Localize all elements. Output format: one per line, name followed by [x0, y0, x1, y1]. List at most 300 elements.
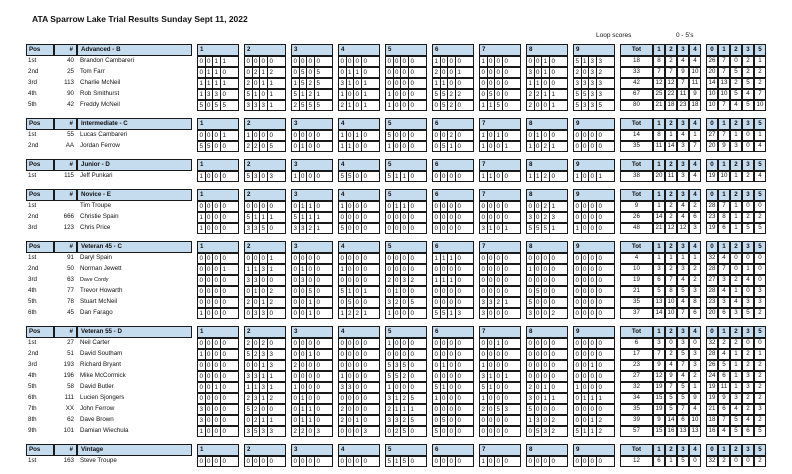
section-score: 0: [316, 288, 320, 295]
section-score: 0: [213, 416, 221, 425]
section-score: 0: [339, 276, 347, 285]
section-score: 0: [401, 254, 409, 263]
section-score: 0: [457, 102, 461, 109]
loop-score: 5: [653, 286, 665, 297]
round-score-group: [527, 57, 567, 66]
section-score: 0: [198, 68, 206, 77]
section-score: 0: [347, 339, 355, 348]
round-header: 7: [479, 44, 521, 56]
section-score: 0: [354, 90, 362, 99]
loop-score: 5: [677, 349, 689, 360]
section-score: 0: [339, 394, 347, 403]
section-score: 0: [504, 91, 508, 98]
section-score: 1: [551, 91, 555, 98]
section-score: 1: [260, 416, 268, 425]
score-count: 3: [754, 297, 766, 308]
loop-header: 4: [689, 118, 701, 130]
section-score: 0: [542, 309, 550, 318]
loop-score: 25: [653, 89, 665, 100]
position: 1st: [28, 57, 37, 65]
score-count: 28: [706, 264, 718, 275]
round-header: 6: [432, 44, 474, 56]
section-score: 0: [401, 287, 409, 296]
section-score: 1: [269, 384, 273, 391]
section-score: 1: [213, 79, 221, 88]
loop-score: 4: [677, 297, 689, 308]
round-scores: [479, 297, 521, 308]
round-scores: [338, 404, 380, 415]
round-score-group: [574, 361, 614, 370]
loop-header: 4: [689, 189, 701, 201]
score-count: 4: [742, 89, 754, 100]
round-scores: [573, 415, 615, 426]
section-gap: [26, 111, 766, 118]
round-scores: [573, 371, 615, 382]
score-count: 27: [706, 275, 718, 286]
total-score: 67: [620, 89, 653, 100]
section-score: 0: [582, 298, 590, 307]
section-score: 0: [213, 361, 221, 370]
section-score: 0: [433, 224, 441, 233]
section-score: 2: [292, 427, 300, 436]
score-count: 3: [730, 393, 742, 404]
section-score: 0: [292, 416, 300, 425]
position: 1st: [28, 254, 37, 262]
loop-header: 3: [677, 159, 689, 171]
section-score: 0: [410, 373, 414, 380]
section-score: 0: [401, 101, 409, 110]
round-score-group: [386, 265, 426, 274]
score-count: 0: [742, 201, 754, 212]
section-score: 3: [542, 427, 550, 436]
round-score-group: [574, 276, 614, 285]
round-score-group: [292, 339, 332, 348]
position: 2nd: [28, 142, 39, 150]
loop-score: 4: [677, 56, 689, 67]
section-score: 0: [535, 202, 543, 211]
round-scores: [385, 171, 427, 182]
loop-score: 12: [653, 78, 665, 89]
section-score: 0: [307, 142, 315, 151]
section-score: 1: [269, 255, 273, 262]
section-score: 0: [316, 173, 320, 180]
section-score: 2: [448, 131, 456, 140]
number-header: #: [54, 159, 77, 171]
section-score: 0: [394, 90, 402, 99]
loop-score: 7: [677, 360, 689, 371]
score-count: 3: [742, 297, 754, 308]
loop-score: 5: [665, 393, 677, 404]
section-score: 3: [527, 68, 535, 77]
total-score: 33: [620, 67, 653, 78]
round-score-group: [480, 309, 520, 318]
round-scores: [338, 382, 380, 393]
section-score: 0: [269, 458, 273, 465]
section-score: 1: [339, 202, 347, 211]
section-score: 0: [551, 406, 555, 413]
section-score: 0: [574, 309, 582, 318]
position: 4th: [28, 90, 37, 98]
section-score: 0: [589, 224, 597, 233]
section-score: 0: [198, 202, 206, 211]
loop-score: 4: [689, 56, 701, 67]
section-score: 1: [410, 406, 414, 413]
section-score: 0: [504, 266, 508, 273]
round-score-group: [480, 224, 520, 233]
loop-score: 4: [665, 360, 677, 371]
round-scores: [432, 426, 474, 437]
round-header: 5: [385, 44, 427, 56]
section-score: 1: [354, 131, 362, 140]
count-header: 5: [754, 44, 766, 56]
section-score: 1: [441, 276, 449, 285]
section-score: 1: [269, 102, 273, 109]
section-score: 5: [574, 101, 582, 110]
total-score: 42: [620, 78, 653, 89]
section-score: 0: [535, 68, 543, 77]
round-scores: [291, 371, 333, 382]
section-score: 5: [339, 224, 347, 233]
round-scores: [244, 67, 286, 78]
section-score: 0: [551, 288, 555, 295]
section-score: 0: [495, 416, 503, 425]
section-score: 5: [198, 101, 206, 110]
round-score-group: [339, 101, 379, 110]
round-scores: [338, 415, 380, 426]
section-score: 5: [441, 416, 449, 425]
loop-score: 1: [665, 253, 677, 264]
section-score: 0: [504, 428, 508, 435]
section-score: 2: [401, 394, 409, 403]
section-score: 0: [433, 131, 441, 140]
section-score: 0: [307, 394, 315, 403]
section-score: 3: [457, 310, 461, 317]
section-score: 0: [582, 309, 590, 318]
loop-header: 4: [689, 444, 701, 456]
section-score: 0: [307, 68, 315, 77]
section-score: 2: [551, 417, 555, 424]
round-scores: [338, 89, 380, 100]
section-score: 1: [394, 172, 402, 181]
section-score: 0: [300, 339, 308, 348]
position: 1st: [28, 202, 37, 210]
division-table: [26, 118, 766, 152]
round-header: 9: [573, 326, 615, 338]
score-count: 3: [718, 275, 730, 286]
round-score-group: [292, 361, 332, 370]
section-score: 0: [574, 276, 582, 285]
section-score: 5: [410, 299, 414, 306]
section-score: 0: [213, 309, 221, 318]
section-score: 0: [582, 457, 590, 466]
pos-header: Pos: [26, 159, 54, 171]
section-score: 0: [213, 298, 221, 307]
loop-score: 6: [653, 456, 665, 467]
round-scores: [479, 223, 521, 234]
round-header: 9: [573, 189, 615, 201]
score-count: 21: [706, 404, 718, 415]
section-score: 0: [410, 266, 414, 273]
section-score: 0: [480, 427, 488, 436]
section-score: 1: [551, 203, 555, 210]
loop-header: 1: [653, 444, 665, 456]
round-score-group: [480, 383, 520, 392]
loop-score: 3: [653, 264, 665, 275]
section-score: 0: [441, 287, 449, 296]
loop-score: 11: [665, 171, 677, 182]
loop-score: 4: [689, 404, 701, 415]
round-score-group: [245, 254, 285, 263]
section-score: 0: [551, 69, 555, 76]
section-score: 0: [574, 202, 582, 211]
section-score: 3: [260, 427, 268, 436]
section-score: 5: [433, 427, 441, 436]
round-score-group: [386, 202, 426, 211]
round-scores: [479, 415, 521, 426]
score-count: 0: [754, 253, 766, 264]
section-score: 0: [394, 142, 402, 151]
section-score: 5: [386, 457, 394, 466]
section-score: 0: [206, 457, 214, 466]
round-scores: [385, 78, 427, 89]
section-score: 1: [394, 405, 402, 414]
section-score: 0: [551, 458, 555, 465]
section-score: 0: [222, 288, 226, 295]
section-score: 1: [527, 172, 535, 181]
section-score: 0: [410, 310, 414, 317]
table-row: [26, 100, 766, 111]
section-score: 0: [394, 79, 402, 88]
section-score: 2: [433, 68, 441, 77]
round-score-group: [433, 361, 473, 370]
section-score: 0: [347, 416, 355, 425]
score-count: 28: [706, 201, 718, 212]
rider-name: Jordan Ferrow: [80, 142, 120, 150]
section-score: 1: [551, 225, 555, 232]
section-score: 0: [253, 202, 261, 211]
round-score-group: [386, 172, 426, 181]
score-count: 27: [706, 130, 718, 141]
section-score: 1: [222, 58, 226, 65]
section-score: 0: [480, 416, 488, 425]
section-score: 0: [316, 362, 320, 369]
total-score: 6: [620, 338, 653, 349]
section-score: 0: [448, 172, 456, 181]
section-score: 1: [551, 395, 555, 402]
section-score: 0: [354, 142, 362, 151]
section-score: 0: [410, 102, 414, 109]
round-scores: [526, 349, 568, 360]
round-scores: [432, 393, 474, 404]
section-score: 0: [354, 350, 362, 359]
round-header: 5: [385, 241, 427, 253]
rider-name: Brandon Cambareri: [80, 57, 134, 65]
section-score: 0: [300, 350, 308, 359]
section-score: 0: [504, 255, 508, 262]
round-score-group: [527, 383, 567, 392]
section-score: 0: [495, 457, 503, 466]
section-score: 5: [441, 101, 449, 110]
section-score: 1: [488, 172, 496, 181]
round-scores: [244, 212, 286, 223]
round-score-group: [245, 131, 285, 140]
round-score-group: [198, 142, 238, 151]
round-header: 3: [291, 189, 333, 201]
round-scores: [291, 212, 333, 223]
section-score: 0: [535, 254, 543, 263]
round-scores: [338, 100, 380, 111]
section-score: 0: [347, 276, 355, 285]
round-score-group: [339, 213, 379, 222]
score-count: 14: [706, 78, 718, 89]
round-score-group: [339, 79, 379, 88]
section-score: 0: [551, 173, 555, 180]
section-score: 0: [222, 384, 226, 391]
round-header: 4: [338, 159, 380, 171]
count-header: 0: [706, 241, 718, 253]
division-header-row: [26, 189, 766, 201]
section-score: 0: [245, 202, 253, 211]
section-score: 0: [316, 266, 320, 273]
round-scores: [385, 371, 427, 382]
loop-score: 7: [677, 308, 689, 319]
round-score-group: [527, 213, 567, 222]
round-scores: [432, 201, 474, 212]
loop-header: 3: [677, 189, 689, 201]
round-scores: [338, 130, 380, 141]
loop-score: 22: [665, 89, 677, 100]
round-score-group: [292, 101, 332, 110]
score-count: 5: [730, 67, 742, 78]
section-score: 0: [457, 143, 461, 150]
score-count: 23: [706, 297, 718, 308]
round-score-group: [527, 131, 567, 140]
score-count: 0: [742, 141, 754, 152]
section-score: 1: [347, 68, 355, 77]
score-count: 1: [730, 223, 742, 234]
score-count: 2: [754, 78, 766, 89]
total-score: 32: [620, 382, 653, 393]
section-score: 0: [347, 427, 355, 436]
score-count: 3: [754, 286, 766, 297]
section-score: 0: [457, 458, 461, 465]
round-scores: [432, 67, 474, 78]
round-score-group: [245, 298, 285, 307]
rider-name: Mike McCormick: [80, 372, 126, 380]
section-score: 0: [363, 299, 367, 306]
loop-header: 4: [689, 159, 701, 171]
count-header: 1: [718, 444, 730, 456]
section-score: 0: [198, 287, 206, 296]
section-score: 0: [542, 372, 550, 381]
section-score: 1: [339, 90, 347, 99]
round-scores: [338, 297, 380, 308]
section-score: 0: [495, 372, 503, 381]
section-score: 0: [504, 458, 508, 465]
position: 1st: [28, 172, 37, 180]
round-score-group: [527, 339, 567, 348]
round-score-group: [245, 224, 285, 233]
total-score: 21: [620, 286, 653, 297]
section-score: 0: [504, 310, 508, 317]
section-score: 0: [551, 266, 555, 273]
rider-name: Norman Jewett: [80, 265, 122, 273]
round-score-group: [527, 298, 567, 307]
table-row: [26, 393, 766, 404]
round-score-group: [527, 394, 567, 403]
section-score: 0: [394, 383, 402, 392]
section-score: 0: [363, 173, 367, 180]
section-score: 2: [245, 142, 253, 151]
round-scores: [526, 78, 568, 89]
section-score: 0: [198, 254, 206, 263]
section-score: 0: [222, 458, 226, 465]
round-scores: [526, 171, 568, 182]
number-header: #: [54, 189, 77, 201]
section-score: 1: [300, 405, 308, 414]
section-score: 0: [480, 339, 488, 348]
round-scores: [573, 100, 615, 111]
section-score: 0: [448, 350, 456, 359]
division-name: Veteran 45 - C: [77, 241, 192, 253]
section-score: 1: [394, 457, 402, 466]
round-score-group: [339, 131, 379, 140]
section-score: 0: [347, 90, 355, 99]
section-score: 0: [245, 309, 253, 318]
loop-score: 7: [665, 275, 677, 286]
section-score: 0: [307, 276, 315, 285]
round-scores: [197, 426, 239, 437]
position: 2nd: [28, 350, 39, 358]
section-score: 3: [253, 224, 261, 233]
section-score: 0: [401, 213, 409, 222]
round-header: 8: [526, 159, 568, 171]
section-score: 0: [316, 458, 320, 465]
section-score: 0: [260, 287, 268, 296]
section-score: 0: [394, 57, 402, 66]
section-score: 1: [347, 142, 355, 151]
section-score: 0: [441, 394, 449, 403]
position: 2nd: [28, 68, 39, 76]
score-count: 8: [718, 212, 730, 223]
round-header: 7: [479, 326, 521, 338]
round-scores: [197, 253, 239, 264]
section-score: 0: [457, 132, 461, 139]
section-score: 0: [589, 172, 597, 181]
section-score: 1: [582, 427, 590, 436]
section-score: 1: [269, 266, 273, 273]
score-count: 1: [730, 349, 742, 360]
section-score: 0: [401, 298, 409, 307]
round-score-group: [386, 350, 426, 359]
section-score: 0: [401, 142, 409, 151]
section-score: 0: [457, 417, 461, 424]
score-count: 2: [742, 404, 754, 415]
section-score: 0: [222, 203, 226, 210]
section-score: 0: [394, 276, 402, 285]
loop-header: 1: [653, 159, 665, 171]
section-score: 0: [292, 298, 300, 307]
loop-score: 4: [677, 371, 689, 382]
round-header: 2: [244, 326, 286, 338]
section-score: 0: [457, 266, 461, 273]
loop-score: 5: [677, 382, 689, 393]
score-count: 5: [730, 415, 742, 426]
rider-name: John Ferrow: [80, 405, 115, 413]
score-count: 20: [706, 67, 718, 78]
section-score: 0: [480, 254, 488, 263]
section-score: 1: [198, 79, 206, 88]
